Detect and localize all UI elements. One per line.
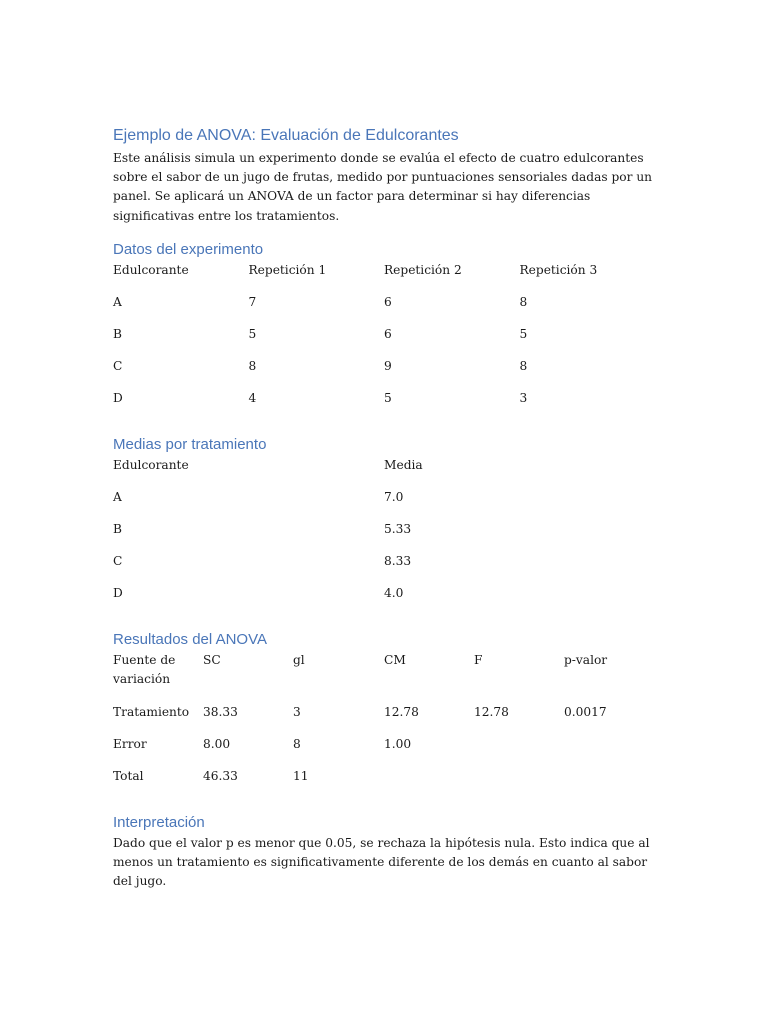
table-cell: A <box>113 489 122 504</box>
table-cell: 8.00 <box>203 736 231 751</box>
table-cell <box>474 767 564 799</box>
table-cell: B <box>113 326 122 341</box>
intro-paragraph: Este análisis simula un experimento donde se evalúa el efecto de cuatro edulcorantes sobre el sabor de un jugo de frutas, medido por puntuaciones sensoriales dadas por un panel. Se aplicará un ANOVA de un factor para determinar si hay diferencias significativas entre los tratamientos. <box>113 151 653 223</box>
table-header-row <box>113 651 653 703</box>
table-cell: 7.0 <box>384 489 404 504</box>
table-header-row <box>113 261 655 293</box>
table-cell: 0.0017 <box>564 704 607 719</box>
table-cell: Tratamiento <box>113 704 190 719</box>
header-cell: Repetición 2 <box>384 262 462 277</box>
table-cell <box>564 735 653 767</box>
table-row <box>113 520 653 552</box>
table-cell: 5 <box>519 326 528 341</box>
table-cell <box>564 767 653 799</box>
header-cell: gl <box>293 652 305 667</box>
table-cell: 1.00 <box>384 736 412 751</box>
datos-table <box>113 261 655 421</box>
table-cell: 8 <box>248 358 257 373</box>
table-cell <box>384 767 474 799</box>
table-cell: 5 <box>384 390 392 405</box>
header-cell: SC <box>203 652 221 667</box>
table-cell: 8.33 <box>384 553 412 568</box>
document-page <box>113 125 653 891</box>
medias-table <box>113 456 653 616</box>
table-cell: 5 <box>248 326 257 341</box>
table-cell: Total <box>113 768 144 783</box>
header-cell: Repetición 3 <box>519 262 598 277</box>
table-cell <box>474 735 564 767</box>
table-row <box>113 325 655 357</box>
table-header-row <box>113 456 653 488</box>
table-cell: 6 <box>384 294 392 309</box>
table-cell: 12.78 <box>384 704 419 719</box>
table-cell: 9 <box>384 358 392 373</box>
table-row <box>113 767 653 799</box>
table-cell: C <box>113 358 123 373</box>
table-cell: 5.33 <box>384 521 412 536</box>
table-cell: 3 <box>293 704 301 719</box>
table-cell: 12.78 <box>474 704 509 719</box>
table-cell: D <box>113 390 123 405</box>
header-cell: Fuente de variación <box>113 652 176 687</box>
table-row <box>113 552 653 584</box>
table-cell: B <box>113 521 122 536</box>
table-cell: 6 <box>384 326 392 341</box>
header-cell: Edulcorante <box>113 262 189 277</box>
interpretacion-heading: Interpretación <box>113 813 205 831</box>
header-cell: Media <box>384 457 423 472</box>
header-cell: Edulcorante <box>113 457 189 472</box>
table-cell: 4 <box>248 390 257 405</box>
table-row <box>113 293 655 325</box>
table-cell: 8 <box>519 358 528 373</box>
table-cell: 46.33 <box>203 768 238 783</box>
table-cell: D <box>113 585 123 600</box>
anova-table <box>113 651 653 799</box>
table-row <box>113 389 655 421</box>
table-cell: 38.33 <box>203 704 238 719</box>
table-cell: Error <box>113 736 147 751</box>
table-cell: C <box>113 553 123 568</box>
datos-heading: Datos del experimento <box>113 240 264 258</box>
header-cell: p-valor <box>564 652 608 667</box>
table-row <box>113 357 655 389</box>
interpretacion-paragraph: Dado que el valor p es menor que 0.05, se rechaza la hipótesis nula. Esto indica que al menos un tratamiento es significativamente diferente de los demás en cuanto al sabor del jugo. <box>113 835 650 889</box>
table-cell: 7 <box>248 294 257 309</box>
header-cell: F <box>474 652 483 667</box>
table-cell: 8 <box>519 294 528 309</box>
header-cell: CM <box>384 652 406 667</box>
table-cell: A <box>113 294 122 309</box>
table-cell: 8 <box>293 736 301 751</box>
table-row <box>113 735 653 767</box>
table-cell: 4.0 <box>384 585 404 600</box>
header-cell: Repetición 1 <box>248 262 327 277</box>
medias-heading: Medias por tratamiento <box>113 435 267 453</box>
table-row <box>113 488 653 520</box>
table-cell: 11 <box>293 768 309 783</box>
document-title: Ejemplo de ANOVA: Evaluación de Edulcorantes <box>113 127 459 144</box>
anova-heading: Resultados del ANOVA <box>113 630 267 648</box>
table-row <box>113 584 653 616</box>
table-row <box>113 703 653 735</box>
table-cell: 3 <box>519 390 528 405</box>
